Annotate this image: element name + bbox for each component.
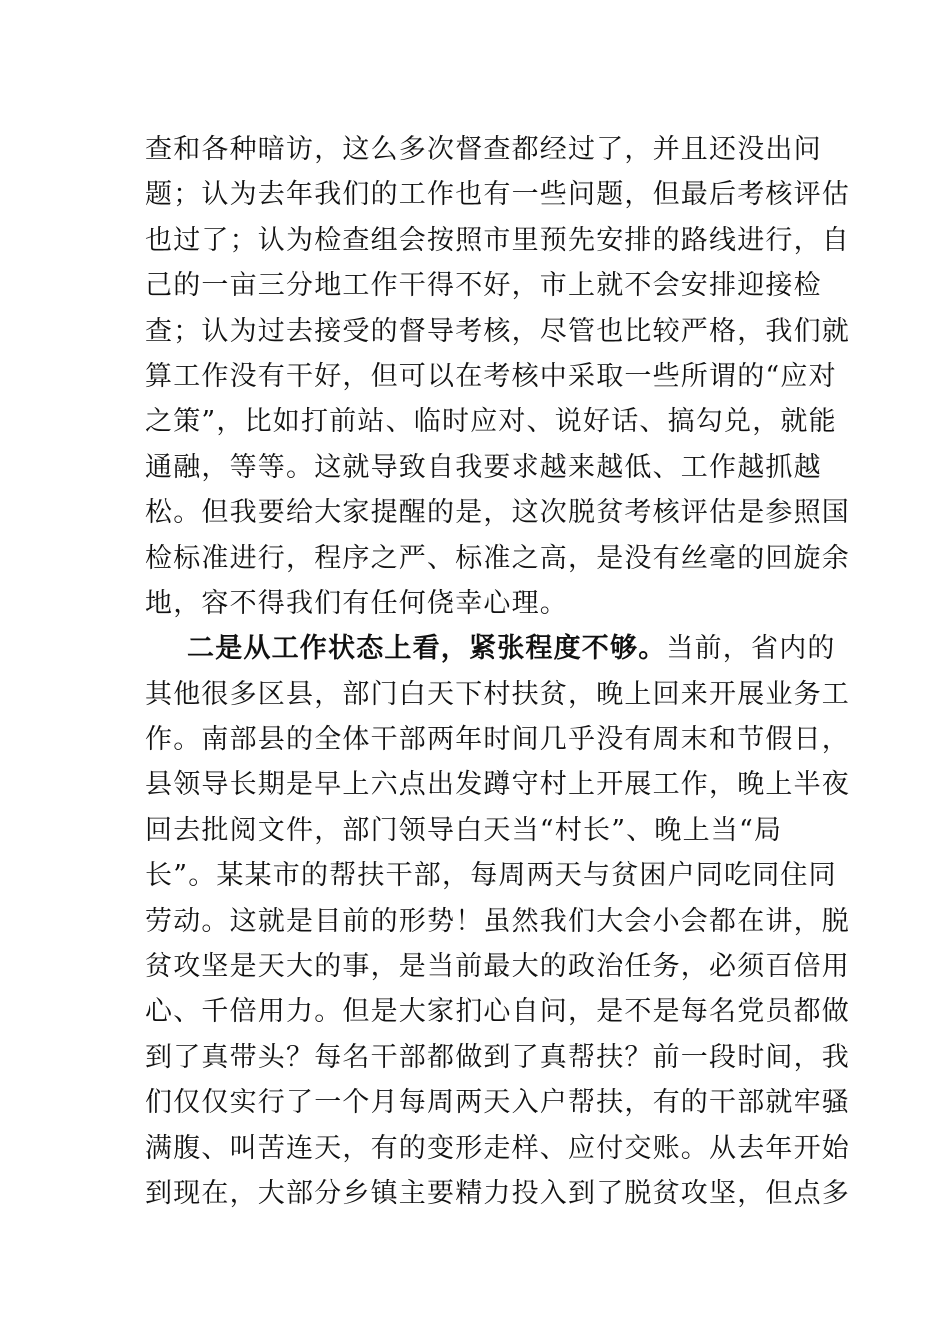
text-line: 县领导长期是早上六点出发蹲守村上开展工作，晚上半夜: [145, 769, 850, 801]
text-line: 到了真带头？每名干部都做到了真帮扶？前一段时间，我: [145, 1041, 850, 1073]
text-line: 检标准进行，程序之严、标准之高，是没有丝毫的回旋余: [145, 542, 850, 574]
text-line: 长”。某某市的帮扶干部，每周两天与贫困户同吃同住同: [145, 860, 837, 892]
text-line: 也过了；认为检查组会按照市里预先安排的路线进行，自: [145, 224, 850, 256]
paragraph-first-line: [145, 626, 836, 671]
text-line: 贫攻坚是天大的事，是当前最大的政治任务，必须百倍用: [145, 951, 850, 983]
text-line: 松。但我要给大家提醒的是，这次脱贫考核评估是参照国: [145, 497, 850, 529]
text-line: 其他很多区县，部门白天下村扶贫，晚上回来开展业务工: [145, 678, 850, 710]
text-line: 作。南部县的全体干部两年时间几乎没有周末和节假日，: [145, 724, 850, 756]
text-line: 之策”，比如打前站、临时应对、说好话、搞勾兑，就能: [145, 406, 837, 438]
paragraph-heading: 二是从工作状态上看，紧张程度不够。: [187, 633, 667, 665]
paragraph-lead-text: 当前，省内的: [666, 633, 836, 665]
text-line: 满腹、叫苦连天，有的变形走样、应付交账。从去年开始: [145, 1132, 850, 1164]
text-line: 题；认为去年我们的工作也有一些问题，但最后考核评估: [145, 179, 850, 211]
text-line: 回去批阅文件，部门领导白天当“村长”、晚上当“局: [145, 814, 783, 846]
text-line: 地，容不得我们有任何侥幸心理。: [145, 587, 568, 619]
text-line: 劳动。这就是目前的形势！虽然我们大会小会都在讲，脱: [145, 905, 850, 937]
text-line: 心、千倍用力。但是大家扪心自问，是不是每名党员都做: [145, 996, 850, 1028]
text-line: 通融，等等。这就导致自我要求越来越低、工作越抓越: [145, 451, 822, 483]
text-line: 己的一亩三分地工作干得不好，市上就不会安排迎接检: [145, 270, 822, 302]
text-line: 算工作没有干好，但可以在考核中采取一些所谓的“应对: [145, 360, 837, 392]
text-line: 查；认为过去接受的督导考核，尽管也比较严格，我们就: [145, 315, 850, 347]
text-line: 到现在，大部分乡镇主要精力投入到了脱贫攻坚，但点多: [145, 1177, 850, 1209]
text-line: 查和各种暗访，这么多次督查都经过了，并且还没出问: [145, 134, 822, 165]
text-line: 们仅仅实行了一个月每周两天入户帮扶，有的干部就牢骚: [145, 1087, 850, 1119]
body-text: [145, 127, 850, 1216]
